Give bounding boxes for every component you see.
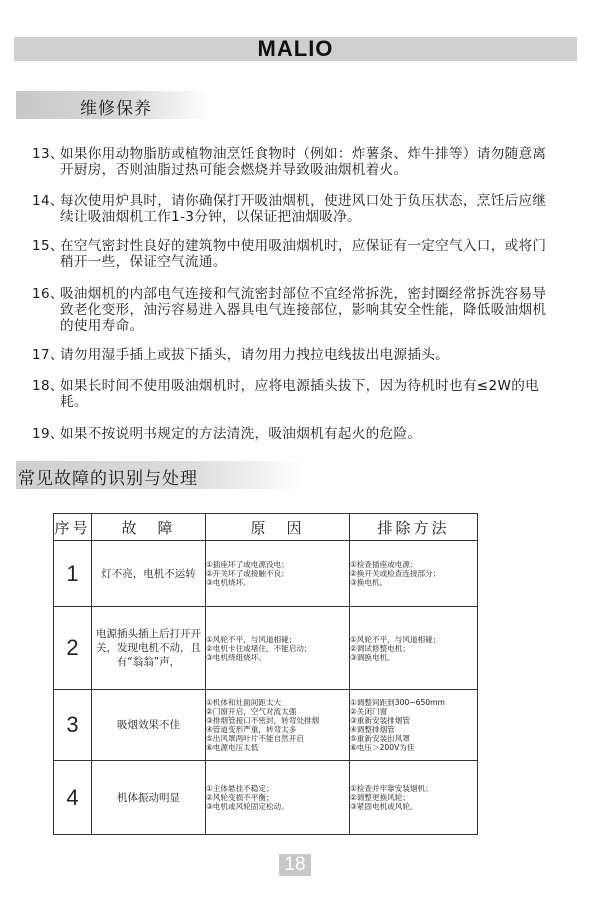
column-header-fix: 排除方法 [350, 514, 478, 541]
item-text: 如果长时间不使用吸油烟机时，应将电源插头拔下，因为待机时也有≤2W的电耗。 [60, 378, 539, 410]
header-bar [14, 37, 577, 61]
row-fault: 机体振动明显 [92, 761, 206, 835]
row-cause: ①插座坏了或电源没电； ②开关坏了或接触不良； ③电机烧坏。 [206, 541, 350, 607]
row-fault: 电源插头插上后打开开关，发现电机不动，且有“翁翁”声， [92, 607, 206, 690]
item-number: 15、 [32, 238, 64, 254]
fault-table [53, 513, 478, 835]
item-number: 19、 [32, 426, 64, 442]
section-title-troubleshooting [16, 461, 306, 489]
row-fix: ①检查并牢靠安装烟机； ②调整更换风轮； ③紧固电机或风轮。 [350, 761, 478, 835]
row-fault: 灯不亮，电机不运转 [92, 541, 206, 607]
row-cause: ①风轮不平，与风道相碰； ②电机卡住或堵住，不能启动； ③电机绕组烧坏。 [206, 607, 350, 690]
item-number: 18、 [32, 378, 64, 394]
table-row [54, 541, 478, 607]
item-text: 如果不按说明书规定的方法清洗，吸油烟机有起火的危险。 [60, 426, 422, 442]
item-text: 如果你用动物脂肪或植物油烹饪食物时（例如：炸薯条、炸牛排等）请勿随意离开厨房，否则油脂过热可能会燃烧并导致吸油烟机着火。 [60, 146, 547, 178]
item-text: 每次使用炉具时，请你确保打开吸油烟机，使进风口处于负压状态，烹饪后应继续让吸油烟机工作1-3分钟，以保证把油烟吸净。 [60, 193, 547, 225]
row-number: 2 [54, 607, 92, 690]
item-number: 14、 [32, 193, 64, 209]
item-number: 13、 [32, 146, 64, 162]
row-fault: 吸烟效果不佳 [92, 690, 206, 761]
row-cause: ①机体和灶面间距太大 ②门窗开启，空气对流太强 ③排烟管接口不密封，转弯处排烟 ④管道变形严重，转弯太多 ⑤出风罩两叶片不能自然开启 ⑥电源电压太低 [206, 690, 350, 761]
item-text: 吸油烟机的内部电气连接和气流密封部位不宜经常拆洗，密封圈经常拆洗容易导致老化变形，油污容易进入器具电气连接部位，影响其安全性能，降低吸油烟机的使用寿命。 [60, 286, 547, 334]
row-number: 4 [54, 761, 92, 835]
column-header-cause: 原 因 [206, 514, 350, 541]
row-cause: ①主体悬挂不稳定； ②风轮变损不平衡； ③电机或风轮固定松动。 [206, 761, 350, 835]
row-number: 3 [54, 690, 92, 761]
row-fix: ①检查插座或电源； ②换开关或检查连接部分； ③换电机。 [350, 541, 478, 607]
table-header-row [54, 514, 478, 541]
table-row [54, 607, 478, 690]
column-header-number: 序号 [54, 514, 92, 541]
brand-logo: MALIO [257, 36, 334, 61]
column-header-fault: 故 障 [92, 514, 206, 541]
item-number: 16、 [32, 286, 64, 302]
section-title-maintenance [16, 91, 211, 119]
page-number: 18 [279, 854, 311, 876]
row-fix: ①风轮不平，与风道相碰； ②调试修整电机； ③调换电机。 [350, 607, 478, 690]
row-number: 1 [54, 541, 92, 607]
section-title-text: 常见故障的识别与处理 [18, 469, 198, 489]
item-text: 在空气密封性良好的建筑物中使用吸油烟机时，应保证有一定空气入口，或将门稍开一些，保证空气流通。 [60, 238, 547, 270]
item-text: 请勿用湿手插上或拔下插头，请勿用力拽拉电线拔出电源插头。 [60, 347, 450, 363]
row-fix: ①调整间距到300~650mm ②关闭门窗 ③重新安装排烟管 ④调整排烟管 ⑤重新安装出风罩 ⑥电压＞200V为佳 [350, 690, 478, 761]
table-row [54, 761, 478, 835]
section-title-text: 维修保养 [80, 99, 152, 119]
item-number: 17、 [32, 347, 64, 363]
table-row [54, 690, 478, 761]
